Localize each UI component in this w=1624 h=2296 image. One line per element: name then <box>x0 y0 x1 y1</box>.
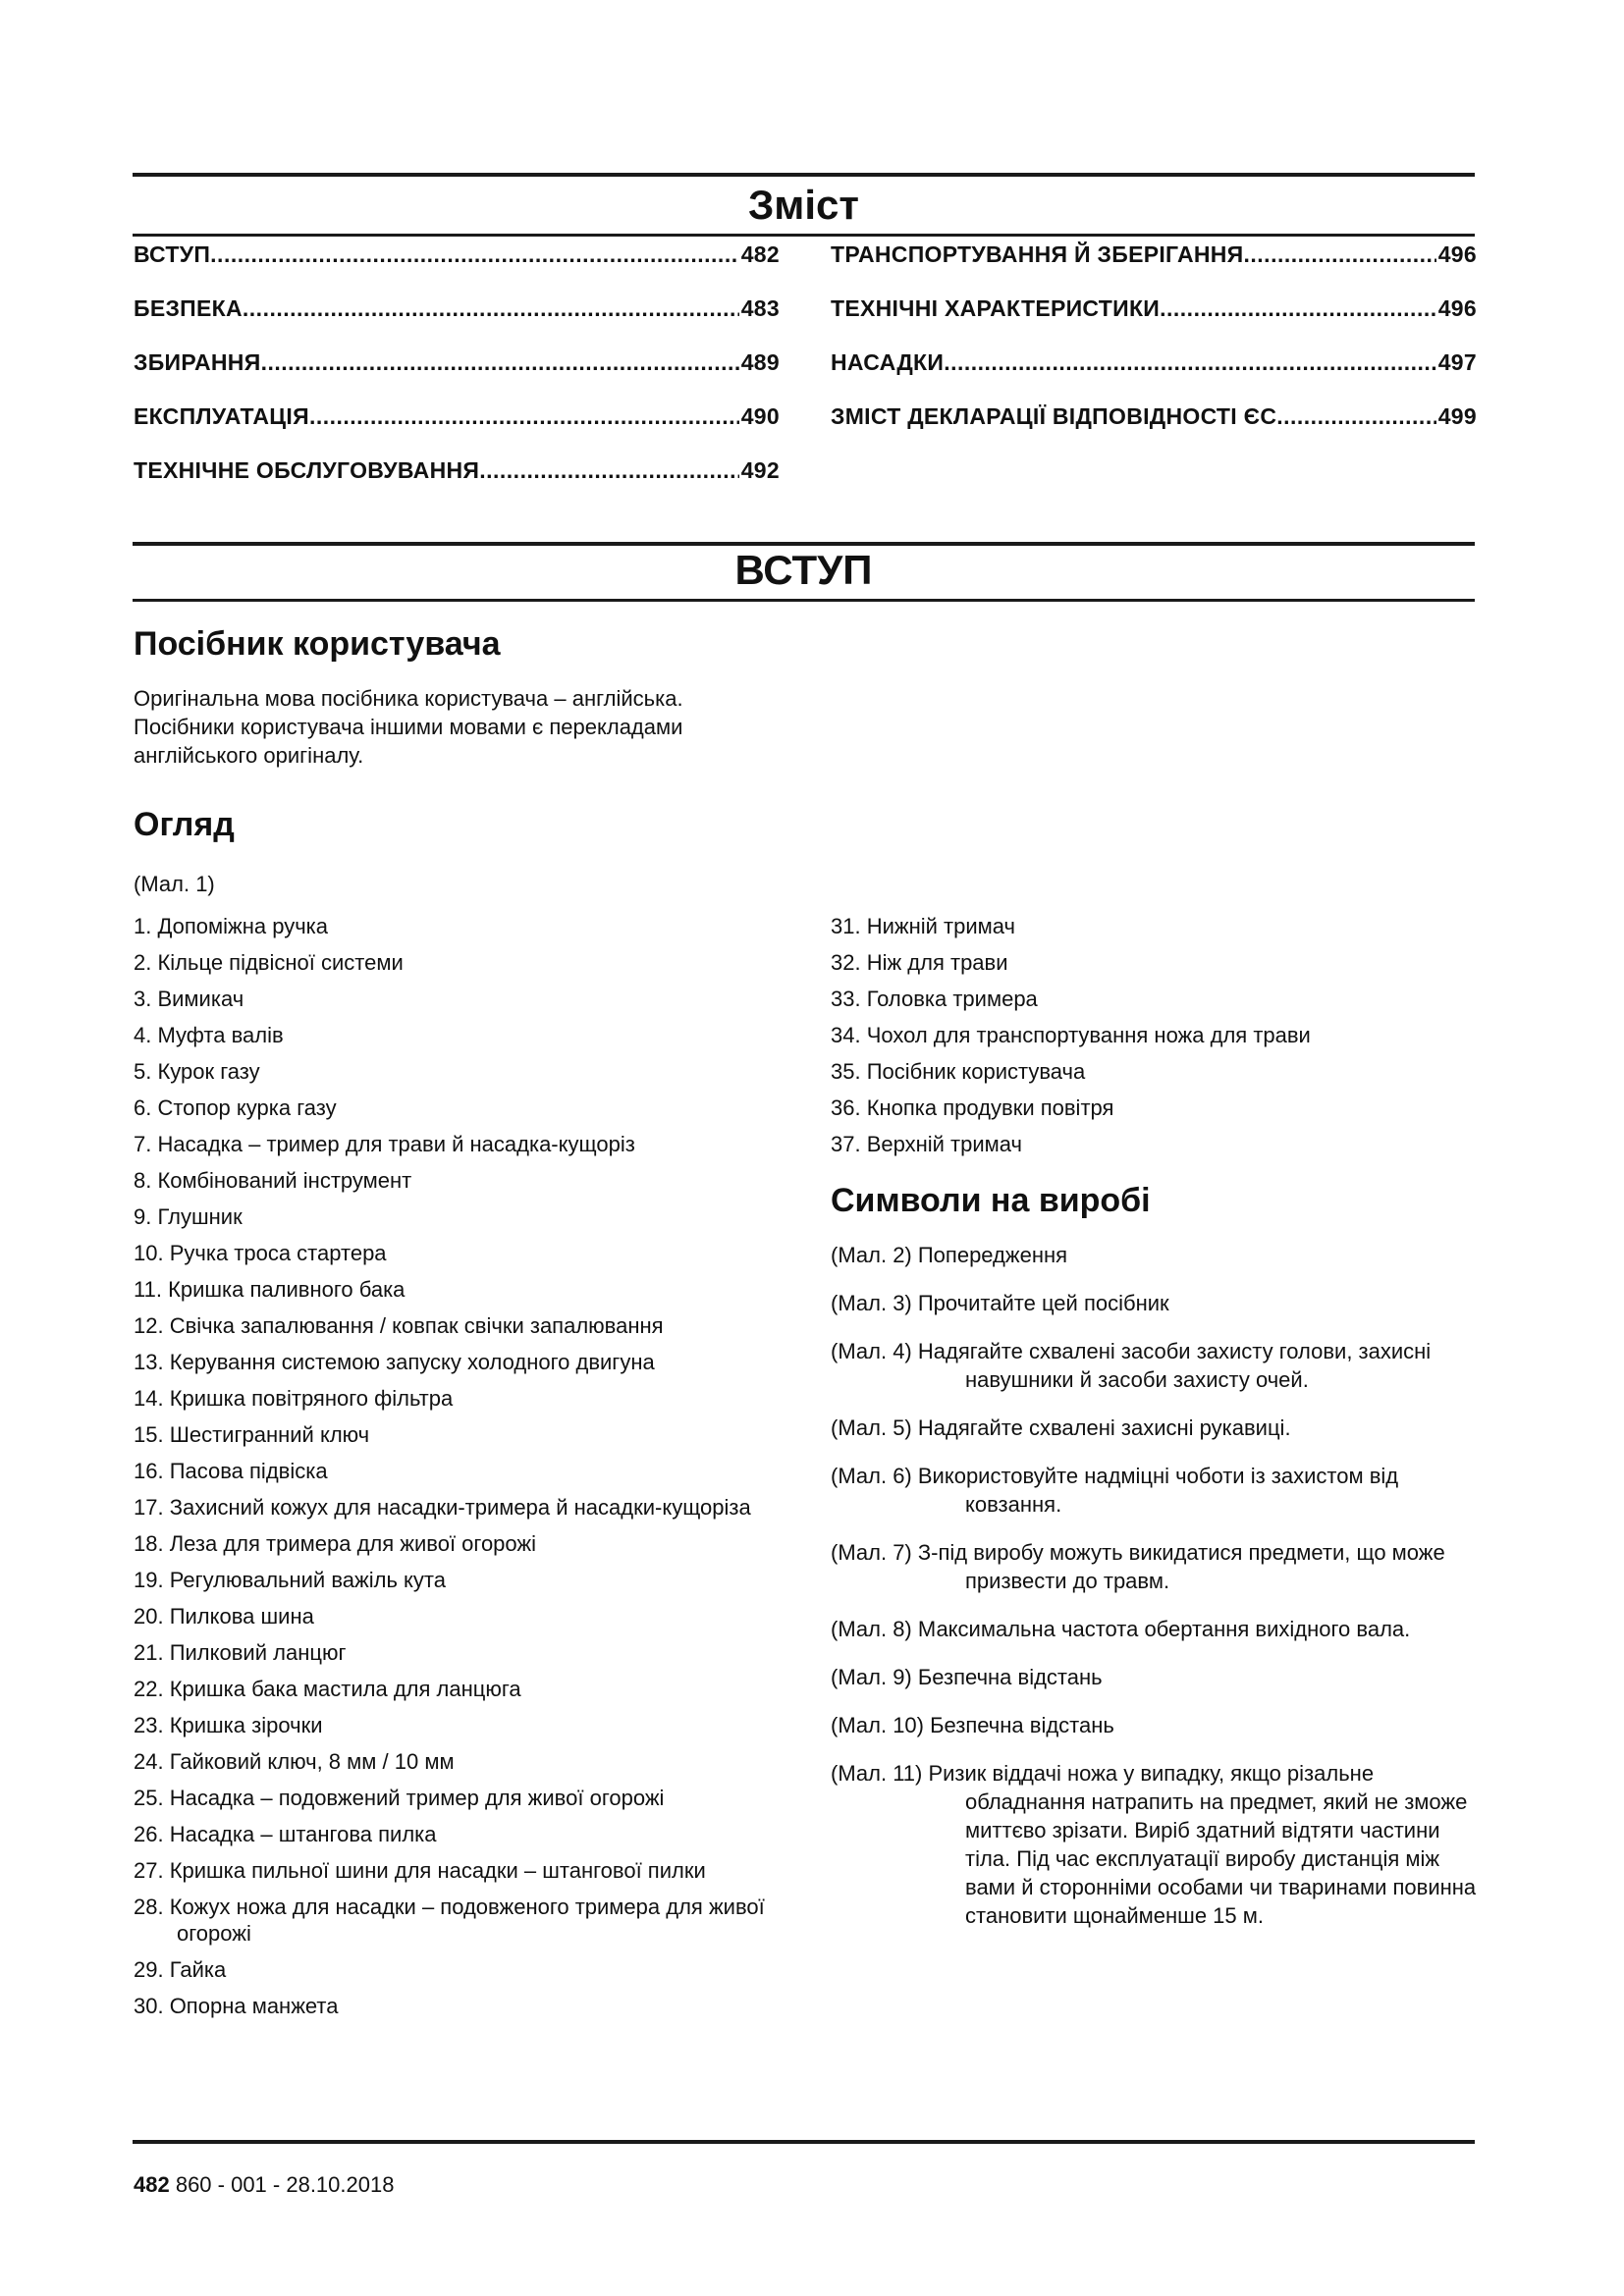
list-item: 17. Захисний кожух для насадки-тримера й насадки-кущоріза <box>134 1495 751 1520</box>
toc-entry[interactable]: ЗБИРАННЯ ..... 489 <box>134 349 780 403</box>
list-item: 12. Свічка запалювання / ковпак свічки запалювання <box>134 1313 664 1338</box>
list-item: 25. Насадка – подовжений тример для живої огорожі <box>134 1786 665 1810</box>
symbol-item: (Мал. 3) Прочитайте цей посібник <box>831 1291 1169 1315</box>
list-item: 18. Леза для тримера для живої огорожі <box>134 1531 537 1556</box>
list-item: 20. Пилкова шина <box>134 1604 314 1629</box>
toc-entry[interactable]: НАСАДКИ ..... 497 <box>831 349 1477 403</box>
list-item: 21. Пилковий ланцюг <box>134 1640 347 1665</box>
toc-entry[interactable]: ЗМІСТ ДЕКЛАРАЦІЇ ВІДПОВІДНОСТІ ЄС ..... 499 <box>831 403 1477 457</box>
top-rule <box>133 173 1475 177</box>
toc-right-column <box>831 241 1477 457</box>
overview-heading: Огляд <box>134 806 235 843</box>
list-item: 35. Посібник користувача <box>831 1059 1086 1084</box>
list-item: 10. Ручка троса стартера <box>134 1241 387 1265</box>
page-number: 482 <box>134 2172 170 2197</box>
toc-entry[interactable]: ВСТУП ..... 482 <box>134 241 780 295</box>
symbol-item: (Мал. 2) Попередження <box>831 1243 1068 1267</box>
list-item: 36. Кнопка продувки повітря <box>831 1095 1114 1120</box>
section-title-rule <box>133 599 1475 602</box>
toc-entry[interactable]: ТРАНСПОРТУВАННЯ Й ЗБЕРІГАННЯ ..... 496 <box>831 241 1477 295</box>
toc-entry[interactable]: ТЕХНІЧНІ ХАРАКТЕРИСТИКИ ..... 496 <box>831 295 1477 349</box>
list-item: 27. Кришка пильної шини для насадки – штангової пилки <box>134 1858 706 1883</box>
list-item: 1. Допоміжна ручка <box>134 914 329 938</box>
section-title: ВСТУП <box>734 547 873 593</box>
list-item: 24. Гайковий ключ, 8 мм / 10 мм <box>134 1749 455 1774</box>
list-item: 15. Шестигранний ключ <box>134 1422 370 1447</box>
symbols-list <box>831 1241 1479 1930</box>
list-item: 31. Нижній тримач <box>831 914 1015 938</box>
list-item: 4. Муфта валів <box>134 1023 284 1047</box>
manual-heading: Посібник користувача <box>134 625 501 663</box>
list-item: 19. Регулювальний важіль кута <box>134 1568 446 1592</box>
symbol-item: (Мал. 4) Надягайте схвалені засоби захисту голови, захисні навушники й засоби захисту очей. <box>831 1339 1432 1392</box>
overview-figure-ref: (Мал. 1) <box>134 872 215 896</box>
symbol-item: (Мал. 5) Надягайте схвалені захисні рукавиці. <box>831 1415 1291 1440</box>
symbol-item: (Мал. 8) Максимальна частота обертання вихідного вала. <box>831 1617 1411 1641</box>
toc-entry[interactable]: ТЕХНІЧНЕ ОБСЛУГОВУВАННЯ ..... 492 <box>134 457 780 511</box>
list-item: 6. Стопор курка газу <box>134 1095 337 1120</box>
list-item: 5. Курок газу <box>134 1059 260 1084</box>
list-item: 32. Ніж для трави <box>831 950 1008 975</box>
toc-entry[interactable]: БЕЗПЕКА ..... 483 <box>134 295 780 349</box>
toc-left-column <box>134 241 780 511</box>
document-code: 860 - 001 - 28.10.2018 <box>169 2172 395 2197</box>
list-item: 22. Кришка бака мастила для ланцюга <box>134 1677 521 1701</box>
symbol-item: (Мал. 11) Ризик віддачі ножа у випадку, якщо різальне обладнання натрапить на предмет, який не зможе миттєво зрізати. Виріб здатний відтяти частини тіла. Під час експлуатації виробу дистанція між вами й сторонніми особами чи тваринами повинна становити щонайменше 15 м. <box>831 1761 1477 1928</box>
list-item: 29. Гайка <box>134 1957 227 1982</box>
list-item: 33. Головка тримера <box>831 987 1038 1011</box>
symbol-item: (Мал. 10) Безпечна відстань <box>831 1713 1114 1737</box>
symbol-item: (Мал. 9) Безпечна відстань <box>831 1665 1103 1689</box>
manual-text: Оригінальна мова посібника користувача – англійська. Посібники користувача іншими мовами є перекладами англійського оригіналу. <box>134 686 683 768</box>
list-item: 9. Глушник <box>134 1204 243 1229</box>
overview-list-right <box>831 913 1479 1157</box>
list-item: 37. Верхній тримач <box>831 1132 1022 1156</box>
list-item: 14. Кришка повітряного фільтра <box>134 1386 454 1411</box>
list-item: 13. Керування системою запуску холодного двигуна <box>134 1350 655 1374</box>
list-item: 7. Насадка – тример для трави й насадка-кущоріз <box>134 1132 635 1156</box>
list-item: 30. Опорна манжета <box>134 1994 339 2018</box>
symbols-heading: Символи на виробі <box>831 1182 1151 1219</box>
list-item: 2. Кільце підвісної системи <box>134 950 404 975</box>
footer <box>134 2171 394 2199</box>
list-item: 34. Чохол для транспортування ножа для трави <box>831 1023 1311 1047</box>
overview-list-left <box>134 913 782 2019</box>
list-item: 16. Пасова підвіска <box>134 1459 328 1483</box>
list-item: 26. Насадка – штангова пилка <box>134 1822 437 1846</box>
toc-title: Зміст <box>748 182 859 228</box>
footer-rule <box>133 2140 1475 2144</box>
list-item: 11. Кришка паливного бака <box>134 1277 406 1302</box>
toc-title-rule <box>133 234 1475 237</box>
symbol-item: (Мал. 7) З-під виробу можуть викидатися предмети, що може призвести до травм. <box>831 1540 1445 1593</box>
list-item: 28. Кожух ножа для насадки – подовженого тримера для живої огорожі <box>134 1895 765 1946</box>
toc-entry[interactable]: ЕКСПЛУАТАЦІЯ ..... 490 <box>134 403 780 457</box>
list-item: 8. Комбінований інструмент <box>134 1168 412 1193</box>
list-item: 3. Вимикач <box>134 987 244 1011</box>
symbol-item: (Мал. 6) Використовуйте надміцні чоботи із захистом від ковзання. <box>831 1464 1399 1517</box>
list-item: 23. Кришка зірочки <box>134 1713 323 1737</box>
